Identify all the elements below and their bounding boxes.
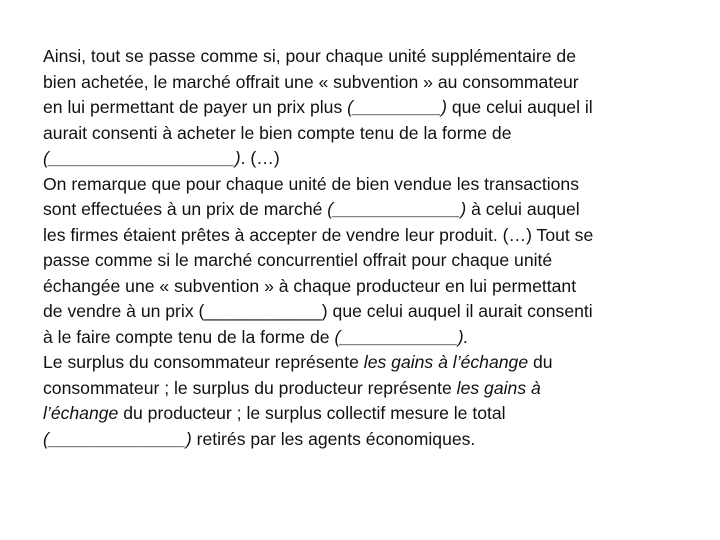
text-line <box>43 121 693 147</box>
text-line <box>43 248 693 274</box>
text-line <box>43 70 693 96</box>
text-line <box>43 172 693 198</box>
text-segment: retirés par les agents économiques. <box>191 428 476 449</box>
text-segment: à le faire compte tenu de la forme de <box>43 326 335 347</box>
text-segment: du <box>528 352 553 372</box>
italic-text-segment: (___________________) <box>43 148 241 168</box>
document-text <box>43 44 693 452</box>
text-line <box>43 401 693 427</box>
text-line <box>43 350 693 376</box>
text-segment: . (…) <box>240 148 280 168</box>
text-line <box>43 325 693 351</box>
text-segment: Le surplus du consommateur représente <box>43 352 364 372</box>
text-line <box>43 223 693 249</box>
text-line <box>43 299 693 325</box>
text-segment: que celui auquel il <box>446 97 593 117</box>
italic-text-segment: les gains à l’échange <box>363 352 529 372</box>
text-segment: consommateur ; le surplus du producteur représente <box>43 377 457 398</box>
text-segment: bien achetée, le marché offrait une « subvention » au consommateur <box>43 71 579 92</box>
text-segment: échangée une « subvention » à chaque producteur en lui permettant <box>43 275 577 296</box>
text-segment: Ainsi, tout se passe comme si, pour chaque unité supplémentaire de <box>43 46 577 66</box>
text-segment: On remarque que pour chaque unité de bien vendue les transactions <box>43 173 579 194</box>
text-line <box>43 146 693 172</box>
italic-text-segment: (_________) <box>347 97 447 117</box>
text-segment: à celui auquel <box>466 199 580 219</box>
text-line <box>43 427 693 453</box>
text-segment: de vendre à un prix (____________) que celui auquel il aurait consenti <box>43 301 593 321</box>
text-segment: passe comme si le marché concurrentiel offrait pour chaque unité <box>43 250 553 270</box>
text-segment: aurait consenti à acheter le bien compte tenu de la forme de <box>43 122 512 143</box>
text-segment: en lui permettant de payer un prix plus <box>43 97 348 117</box>
text-segment: les firmes étaient prêtes à accepter de vendre leur produit. (…) Tout se <box>43 224 594 245</box>
italic-text-segment: (_____________) <box>327 199 467 219</box>
text-line <box>43 274 693 300</box>
text-line <box>43 95 693 121</box>
text-line <box>43 44 693 70</box>
italic-text-segment: les gains à <box>456 377 541 398</box>
text-segment: du producteur ; le surplus collectif mesure le total <box>118 403 506 423</box>
italic-text-segment: l’échange <box>43 403 119 423</box>
italic-text-segment: (______________) <box>43 428 192 449</box>
italic-text-segment: (____________). <box>334 326 469 347</box>
text-segment: sont effectuées à un prix de marché <box>43 199 328 219</box>
text-line <box>43 197 693 223</box>
text-line <box>43 376 693 402</box>
